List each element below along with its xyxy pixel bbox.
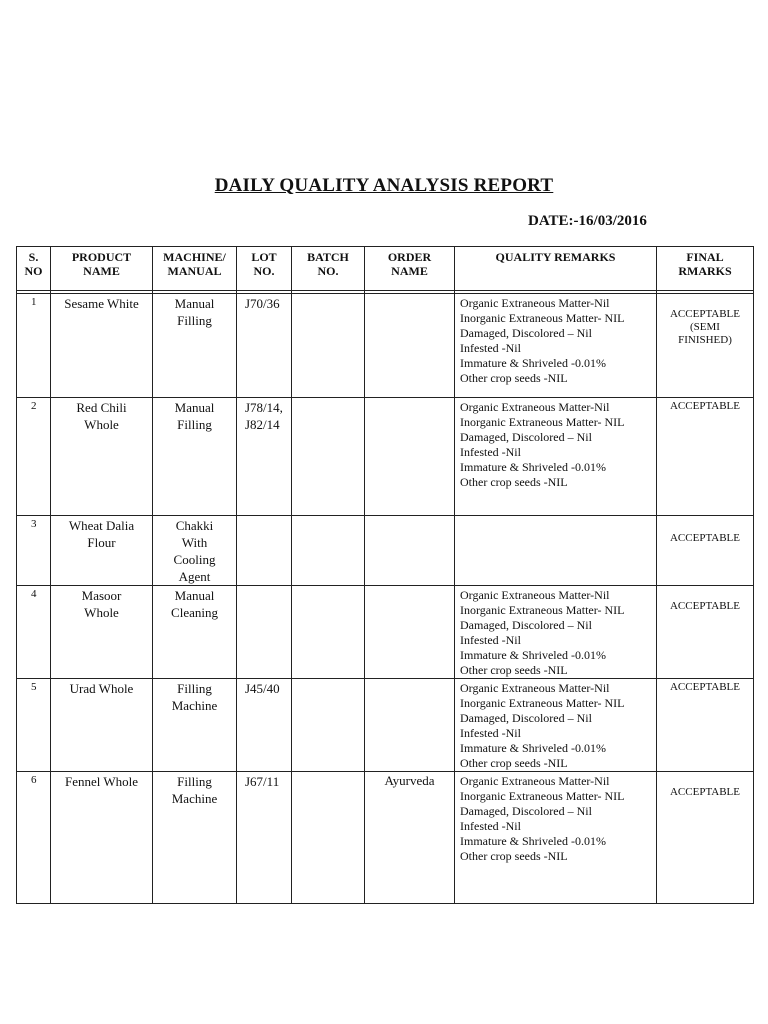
product-line: Wheat Dalia	[68, 518, 135, 533]
quality-line: Infested -Nil	[460, 819, 521, 833]
table-body	[17, 294, 754, 904]
table-row	[17, 398, 754, 516]
table-row	[17, 294, 754, 398]
report-title: DAILY QUALITY ANALYSIS REPORT	[214, 175, 554, 196]
header-sno: S. NO	[17, 247, 51, 291]
quality-line: Damaged, Discolored – Nil	[460, 430, 592, 444]
lot-line: J78/14,	[245, 400, 283, 415]
quality-line: Other crop seeds -NIL	[460, 371, 568, 385]
table-header	[17, 247, 754, 294]
quality-line: Inorganic Extraneous Matter- NIL	[460, 311, 625, 325]
header-machine: MACHINE/ MANUAL	[153, 247, 237, 291]
quality-line: Immature & Shriveled -0.01%	[460, 741, 606, 755]
cell-order	[365, 294, 455, 398]
quality-table	[16, 246, 754, 904]
quality-line: Organic Extraneous Matter-Nil	[460, 774, 610, 788]
cell-final-remarks	[657, 586, 754, 679]
quality-line: Infested -Nil	[460, 445, 521, 459]
product-line: Masoor	[81, 588, 122, 603]
final-line: ACCEPTABLE	[669, 600, 740, 612]
quality-line: Organic Extraneous Matter-Nil	[460, 588, 610, 602]
machine-line: With	[181, 535, 208, 550]
cell-sno: 4	[17, 586, 51, 679]
cell-lot	[237, 586, 292, 679]
final-line: ACCEPTABLE	[669, 532, 740, 544]
cell-sno: 3	[17, 516, 51, 586]
quality-line: Immature & Shriveled -0.01%	[460, 834, 606, 848]
lot-line: J82/14	[245, 417, 280, 432]
table-row	[17, 772, 754, 904]
header-lot: LOT NO.	[237, 247, 292, 291]
product-line: Whole	[84, 417, 119, 432]
machine-line: Cooling	[173, 552, 216, 567]
cell-machine	[153, 516, 237, 586]
product-line: Fennel Whole	[64, 774, 139, 789]
cell-quality-remarks	[455, 294, 657, 398]
final-line: ACCEPTABLE	[669, 308, 740, 320]
quality-line: Infested -Nil	[460, 726, 521, 740]
cell-order: Ayurveda	[365, 772, 455, 904]
cell-machine	[153, 772, 237, 904]
final-line: (SEMI	[690, 321, 720, 333]
quality-line: Inorganic Extraneous Matter- NIL	[460, 789, 625, 803]
cell-product	[51, 398, 153, 516]
cell-batch	[292, 586, 365, 679]
cell-final-remarks	[657, 516, 754, 586]
machine-line: Cleaning	[171, 605, 218, 620]
cell-final-remarks	[657, 294, 754, 398]
cell-batch	[292, 679, 365, 772]
quality-line: Immature & Shriveled -0.01%	[460, 648, 606, 662]
quality-line: Inorganic Extraneous Matter- NIL	[460, 415, 625, 429]
cell-sno: 5	[17, 679, 51, 772]
cell-order	[365, 586, 455, 679]
cell-machine	[153, 679, 237, 772]
cell-quality-remarks	[455, 679, 657, 772]
cell-sno: 1	[17, 294, 51, 398]
product-line: Urad Whole	[69, 681, 134, 696]
cell-batch	[292, 516, 365, 586]
cell-batch	[292, 398, 365, 516]
cell-final-remarks	[657, 772, 754, 904]
product-line: Flour	[87, 535, 116, 550]
machine-line: Machine	[171, 698, 218, 713]
cell-product	[51, 772, 153, 904]
quality-line: Other crop seeds -NIL	[460, 475, 568, 489]
product-line: Red Chili	[76, 400, 127, 415]
cell-batch	[292, 772, 365, 904]
cell-quality-remarks	[455, 772, 657, 904]
quality-line: Inorganic Extraneous Matter- NIL	[460, 603, 625, 617]
cell-batch	[292, 294, 365, 398]
header-order: ORDER NAME	[365, 247, 455, 291]
final-line: ACCEPTABLE	[669, 400, 740, 412]
cell-machine	[153, 398, 237, 516]
product-line: Sesame White	[64, 296, 139, 311]
cell-quality-remarks	[455, 516, 657, 586]
machine-line: Agent	[178, 569, 211, 584]
quality-line: Organic Extraneous Matter-Nil	[460, 296, 610, 310]
cell-quality-remarks	[455, 586, 657, 679]
cell-machine	[153, 586, 237, 679]
cell-quality-remarks	[455, 398, 657, 516]
quality-line: Inorganic Extraneous Matter- NIL	[460, 696, 625, 710]
quality-line: Organic Extraneous Matter-Nil	[460, 681, 610, 695]
report-date: DATE:-16/03/2016	[528, 213, 647, 229]
cell-order	[365, 516, 455, 586]
cell-machine	[153, 294, 237, 398]
cell-product	[51, 294, 153, 398]
quality-line: Damaged, Discolored – Nil	[460, 618, 592, 632]
table-row	[17, 516, 754, 586]
quality-line: Immature & Shriveled -0.01%	[460, 356, 606, 370]
cell-order	[365, 398, 455, 516]
cell-order	[365, 679, 455, 772]
final-line: ACCEPTABLE	[669, 786, 740, 798]
header-final: FINAL RMARKS	[657, 247, 754, 291]
machine-line: Chakki	[175, 518, 214, 533]
machine-line: Filling	[177, 313, 212, 328]
table-row	[17, 679, 754, 772]
cell-product	[51, 586, 153, 679]
cell-product	[51, 679, 153, 772]
header-batch: BATCH NO.	[292, 247, 365, 291]
machine-line: Manual	[174, 296, 215, 311]
cell-product	[51, 516, 153, 586]
cell-lot	[237, 772, 292, 904]
quality-line: Other crop seeds -NIL	[460, 663, 568, 677]
lot-line: J70/36	[245, 296, 280, 311]
table-row	[17, 586, 754, 679]
product-line: Whole	[84, 605, 119, 620]
cell-lot	[237, 398, 292, 516]
machine-line: Filling	[177, 417, 212, 432]
cell-sno: 6	[17, 772, 51, 904]
cell-final-remarks	[657, 398, 754, 516]
cell-lot	[237, 679, 292, 772]
machine-line: Manual	[174, 400, 215, 415]
quality-line: Infested -Nil	[460, 633, 521, 647]
quality-line: Other crop seeds -NIL	[460, 849, 568, 863]
quality-line: Damaged, Discolored – Nil	[460, 711, 592, 725]
machine-line: Filling	[177, 774, 212, 789]
machine-line: Manual	[174, 588, 215, 603]
quality-line: Damaged, Discolored – Nil	[460, 326, 592, 340]
final-line: FINISHED)	[678, 334, 732, 346]
machine-line: Filling	[177, 681, 212, 696]
quality-line: Other crop seeds -NIL	[460, 756, 568, 770]
cell-lot	[237, 294, 292, 398]
quality-line: Damaged, Discolored – Nil	[460, 804, 592, 818]
quality-line: Immature & Shriveled -0.01%	[460, 460, 606, 474]
cell-lot	[237, 516, 292, 586]
header-quality: QUALITY REMARKS	[455, 247, 657, 291]
cell-sno: 2	[17, 398, 51, 516]
quality-line: Infested -Nil	[460, 341, 521, 355]
final-line: ACCEPTABLE	[669, 681, 740, 693]
lot-line: J45/40	[245, 681, 280, 696]
cell-final-remarks	[657, 679, 754, 772]
machine-line: Machine	[171, 791, 218, 806]
quality-line: Organic Extraneous Matter-Nil	[460, 400, 610, 414]
header-product: PRODUCT NAME	[51, 247, 153, 291]
lot-line: J67/11	[245, 774, 280, 789]
